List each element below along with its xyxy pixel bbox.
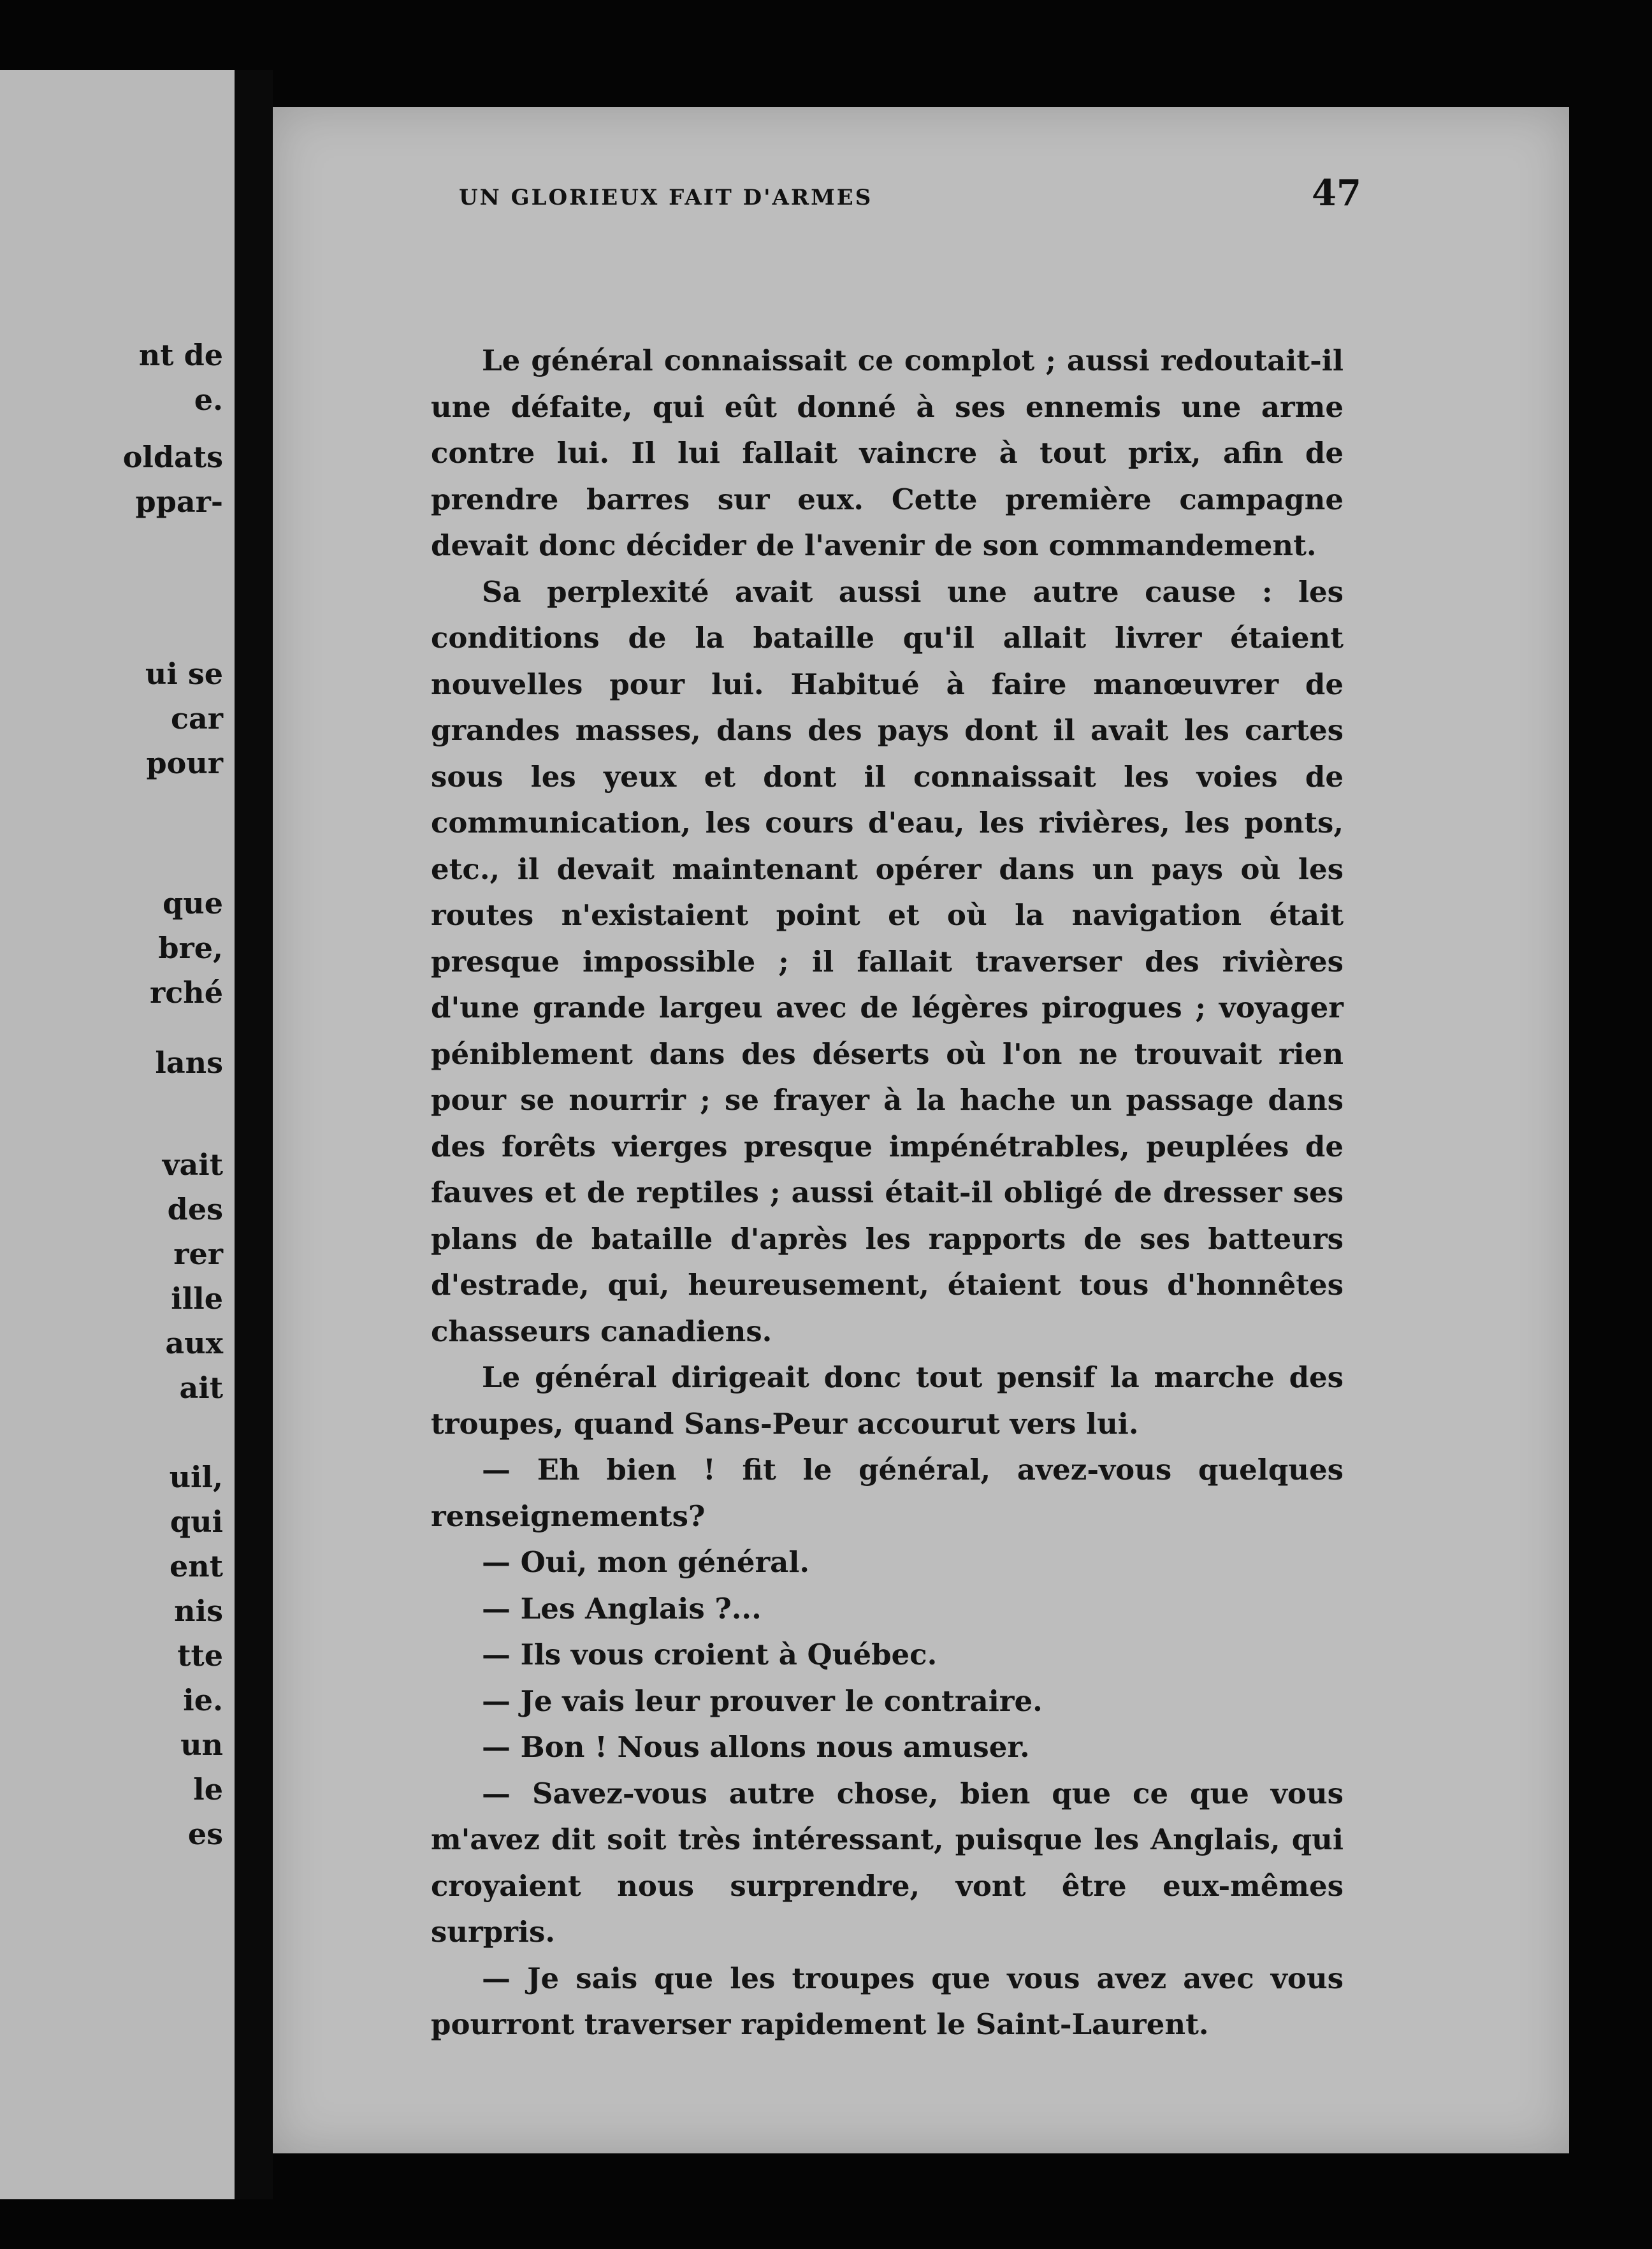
dialogue-line: — Bon ! Nous allons nous amuser. — [482, 1730, 1030, 1764]
left-page-text-fragment: lans — [155, 1045, 223, 1080]
left-page-text-fragment: que — [163, 886, 223, 921]
left-page-text-fragment: ie. — [183, 1683, 223, 1717]
paragraph: Sa perplexité avait aussi une autre cause : les conditions de la bataille qu'il allait livrer étaient nouvelles pour lui. Habitué à faire manœuvrer de grandes masses, dans des pays dont il avait les cartes sous les yeux et dont il connaissait les voies de communication, les cours d'eau, les rivières, les ponts, etc., il devait maintenant opérer dans un pays où les routes n'existaient point et où la navigation était presque impossible ; il fallait traverser des rivières d'une grande largeu avec de légères pirogues ; voyager péniblement dans des déserts où l'on ne trouvait rien pour se nourrir ; se frayer à la hache un passage dans des forêts vierges presque impénétrables, peuplées de fauves et de reptiles ; aussi était-il obligé de dresser ses plans de bataille d'après les rapports de ses batteurs d'estrade, qui, heureusement, étaient tous d'honnêtes chasseurs canadiens. — [431, 574, 1344, 1348]
left-page-text-fragment: uil, — [169, 1460, 223, 1494]
dialogue-line: — Eh bien ! fit le général, avez-vous quelques renseignements? — [431, 1453, 1344, 1533]
left-page-text-fragment: e. — [194, 382, 223, 417]
dialogue-line: — Je vais leur prouver le contraire. — [482, 1684, 1043, 1718]
body-text — [431, 338, 1344, 2048]
left-page-text-fragment: qui — [170, 1504, 223, 1539]
left-page-text-fragment: bre, — [158, 931, 223, 965]
running-head-title: UN GLORIEUX FAIT D'ARMES — [459, 185, 873, 210]
left-page-text-fragment: pour — [146, 746, 223, 780]
dialogue-line: — Savez-vous autre chose, bien que ce que vous m'avez dit soit très intéressant, puisque les Anglais, qui croyaient nous surprendre, vont être eux-mêmes surpris. — [431, 1776, 1344, 1949]
left-page-text-fragment: ppar- — [135, 484, 223, 519]
paragraph: Le général connaissait ce complot ; aussi redoutait-il une défaite, qui eût donné à ses ennemis une arme contre lui. Il lui fallait vaincre à tout prix, afin de prendre barres sur eux. Cette première campagne devait donc décider de l'avenir de son commandement. — [431, 344, 1344, 562]
left-page-text-fragment: rer — [173, 1237, 223, 1271]
left-page-text-fragment: nt de — [138, 338, 223, 372]
dialogue-line: — Ils vous croient à Québec. — [482, 1638, 938, 1671]
dialogue-line: — Je sais que les troupes que vous avez avec vous pourront traverser rapidement le Saint-Laurent. — [431, 1961, 1344, 2041]
book-gutter — [235, 70, 273, 2199]
left-page-text-fragment: rché — [150, 975, 223, 1010]
page-number: 47 — [1312, 172, 1361, 214]
left-page-text-fragment: ille — [171, 1281, 223, 1316]
left-page-text-fragment: es — [187, 1817, 223, 1851]
left-page-text-fragment: car — [170, 701, 223, 736]
dialogue-line: — Les Anglais ?... — [482, 1591, 762, 1626]
left-page-text-fragment: vait — [162, 1147, 223, 1182]
left-page-text-fragment: aux — [165, 1326, 223, 1360]
running-head — [459, 185, 1351, 210]
left-page-fragment — [0, 70, 235, 2199]
left-page-text-fragment: ait — [179, 1371, 223, 1405]
left-page-text-fragment: oldats — [122, 440, 223, 474]
dialogue-line: — Oui, mon général. — [482, 1545, 810, 1579]
left-page-text-fragment: le — [193, 1772, 223, 1807]
left-page-text-fragment: un — [180, 1728, 223, 1762]
left-page-text-fragment: nis — [174, 1594, 223, 1628]
left-page-text-fragment: ent — [170, 1549, 223, 1583]
left-page-text-fragment: ui se — [145, 657, 223, 691]
paragraph: Le général dirigeait donc tout pensif la marche des troupes, quand Sans-Peur accourut vers lui. — [431, 1360, 1344, 1441]
left-page-text-fragment: des — [167, 1192, 223, 1226]
left-page-text-fragment: tte — [177, 1638, 223, 1673]
